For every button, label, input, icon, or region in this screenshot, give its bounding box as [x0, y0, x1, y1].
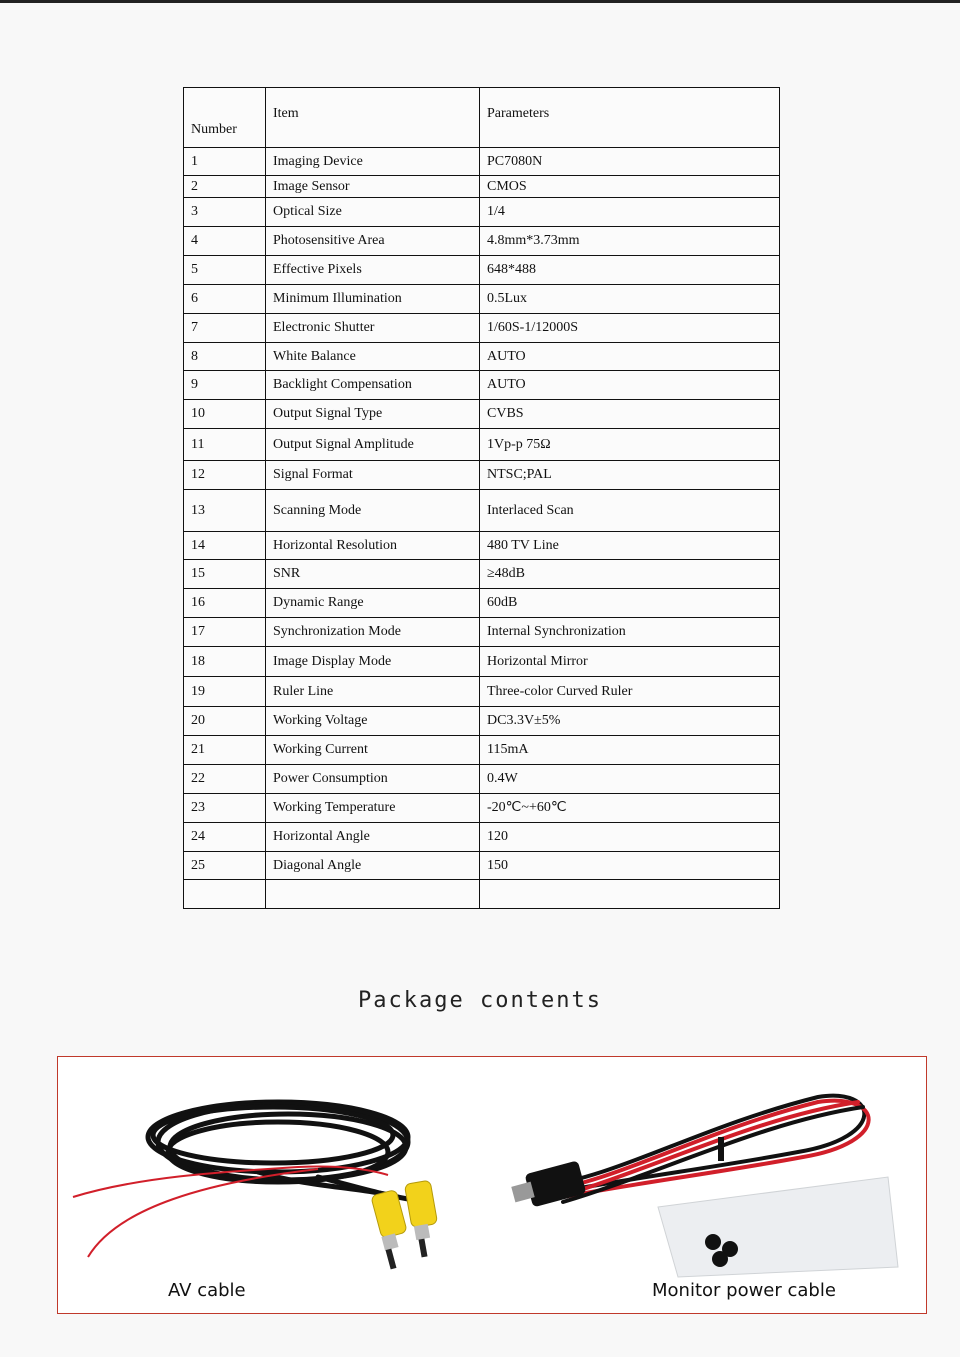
table-cell: 3 [184, 198, 266, 227]
top-border [0, 0, 960, 3]
table-cell: 21 [184, 736, 266, 765]
table-cell: CMOS [480, 176, 780, 198]
spec-table [183, 87, 780, 909]
table-cell: Image Display Mode [266, 647, 480, 677]
table-cell: 14 [184, 532, 266, 560]
table-cell: 18 [184, 647, 266, 677]
table-row [184, 765, 780, 794]
table-cell: 1/60S-1/12000S [480, 314, 780, 343]
table-cell: 0.4W [480, 765, 780, 794]
table-cell: 1Vp-p 75Ω [480, 429, 780, 461]
table-row [184, 852, 780, 880]
table-cell [184, 880, 266, 909]
package-contents-title: Package contents [358, 988, 602, 1013]
table-row [184, 707, 780, 736]
table-row [184, 314, 780, 343]
table-cell: Effective Pixels [266, 256, 480, 285]
table-cell: Output Signal Amplitude [266, 429, 480, 461]
table-row [184, 823, 780, 852]
table-cell: NTSC;PAL [480, 461, 780, 490]
table-cell: Interlaced Scan [480, 490, 780, 532]
table-cell: 25 [184, 852, 266, 880]
av-cable-caption: AV cable [168, 1280, 246, 1301]
table-cell: 19 [184, 677, 266, 707]
table-row [184, 148, 780, 176]
table-cell: 480 TV Line [480, 532, 780, 560]
table-row [184, 256, 780, 285]
power-cable-photo [511, 1096, 898, 1277]
table-cell: Photosensitive Area [266, 227, 480, 256]
table-cell: Output Signal Type [266, 400, 480, 429]
table-row [184, 532, 780, 560]
table-header-cell: Parameters [480, 88, 780, 148]
table-cell: 7 [184, 314, 266, 343]
table-cell: Diagonal Angle [266, 852, 480, 880]
table-cell: 120 [480, 823, 780, 852]
table-cell: AUTO [480, 371, 780, 400]
table-row [184, 429, 780, 461]
table-cell: Imaging Device [266, 148, 480, 176]
table-cell: 13 [184, 490, 266, 532]
table-row [184, 461, 780, 490]
table-row [184, 794, 780, 823]
table-cell: 23 [184, 794, 266, 823]
table-cell: Horizontal Resolution [266, 532, 480, 560]
table-cell: 20 [184, 707, 266, 736]
table-cell [480, 880, 780, 909]
table-cell: 8 [184, 343, 266, 371]
package-contents-frame [57, 1056, 927, 1314]
package-photos [58, 1057, 925, 1312]
table-cell: 115mA [480, 736, 780, 765]
table-cell: 6 [184, 285, 266, 314]
table-cell: 10 [184, 400, 266, 429]
table-cell: Scanning Mode [266, 490, 480, 532]
table-cell: PC7080N [480, 148, 780, 176]
table-cell: Horizontal Mirror [480, 647, 780, 677]
table-row [184, 880, 780, 909]
table-cell: 22 [184, 765, 266, 794]
table-cell: Minimum Illumination [266, 285, 480, 314]
table-row [184, 343, 780, 371]
table-cell: 2 [184, 176, 266, 198]
table-cell: 0.5Lux [480, 285, 780, 314]
table-cell: Dynamic Range [266, 589, 480, 618]
table-cell: 60dB [480, 589, 780, 618]
table-cell: Internal Synchronization [480, 618, 780, 647]
table-cell: 9 [184, 371, 266, 400]
table-row [184, 227, 780, 256]
table-cell: 4 [184, 227, 266, 256]
table-cell: 15 [184, 560, 266, 589]
table-cell: 1 [184, 148, 266, 176]
table-row [184, 371, 780, 400]
table-cell: Synchronization Mode [266, 618, 480, 647]
table-row [184, 198, 780, 227]
table-header-cell: Number [184, 88, 266, 148]
table-row [184, 400, 780, 429]
table-row [184, 176, 780, 198]
table-cell: ≥48dB [480, 560, 780, 589]
table-cell: 16 [184, 589, 266, 618]
table-header-cell: Item [266, 88, 480, 148]
table-cell: Electronic Shutter [266, 314, 480, 343]
table-cell: 648*488 [480, 256, 780, 285]
table-cell: Backlight Compensation [266, 371, 480, 400]
table-cell: 150 [480, 852, 780, 880]
table-row [184, 560, 780, 589]
table-row [184, 285, 780, 314]
table-cell: SNR [266, 560, 480, 589]
table-row [184, 589, 780, 618]
table-cell: -20℃~+60℃ [480, 794, 780, 823]
av-cable-photo [73, 1102, 438, 1269]
table-row [184, 647, 780, 677]
table-cell: AUTO [480, 343, 780, 371]
table-row [184, 736, 780, 765]
table-row [184, 618, 780, 647]
table-cell: Signal Format [266, 461, 480, 490]
table-cell: 4.8mm*3.73mm [480, 227, 780, 256]
table-row [184, 490, 780, 532]
table-cell: Image Sensor [266, 176, 480, 198]
table-cell: 11 [184, 429, 266, 461]
table-cell: CVBS [480, 400, 780, 429]
table-row [184, 677, 780, 707]
table-cell: Ruler Line [266, 677, 480, 707]
table-cell: 17 [184, 618, 266, 647]
table-cell: 1/4 [480, 198, 780, 227]
table-cell: DC3.3V±5% [480, 707, 780, 736]
table-cell: Three-color Curved Ruler [480, 677, 780, 707]
monitor-power-cable-caption: Monitor power cable [652, 1280, 836, 1301]
table-cell: Working Voltage [266, 707, 480, 736]
table-cell [266, 880, 480, 909]
table-cell: 24 [184, 823, 266, 852]
table-cell: Working Current [266, 736, 480, 765]
table-cell: Working Temperature [266, 794, 480, 823]
table-cell: Power Consumption [266, 765, 480, 794]
table-cell: Horizontal Angle [266, 823, 480, 852]
table-cell: White Balance [266, 343, 480, 371]
table-header-row [184, 88, 780, 148]
table-cell: 5 [184, 256, 266, 285]
table-cell: 12 [184, 461, 266, 490]
table-cell: Optical Size [266, 198, 480, 227]
